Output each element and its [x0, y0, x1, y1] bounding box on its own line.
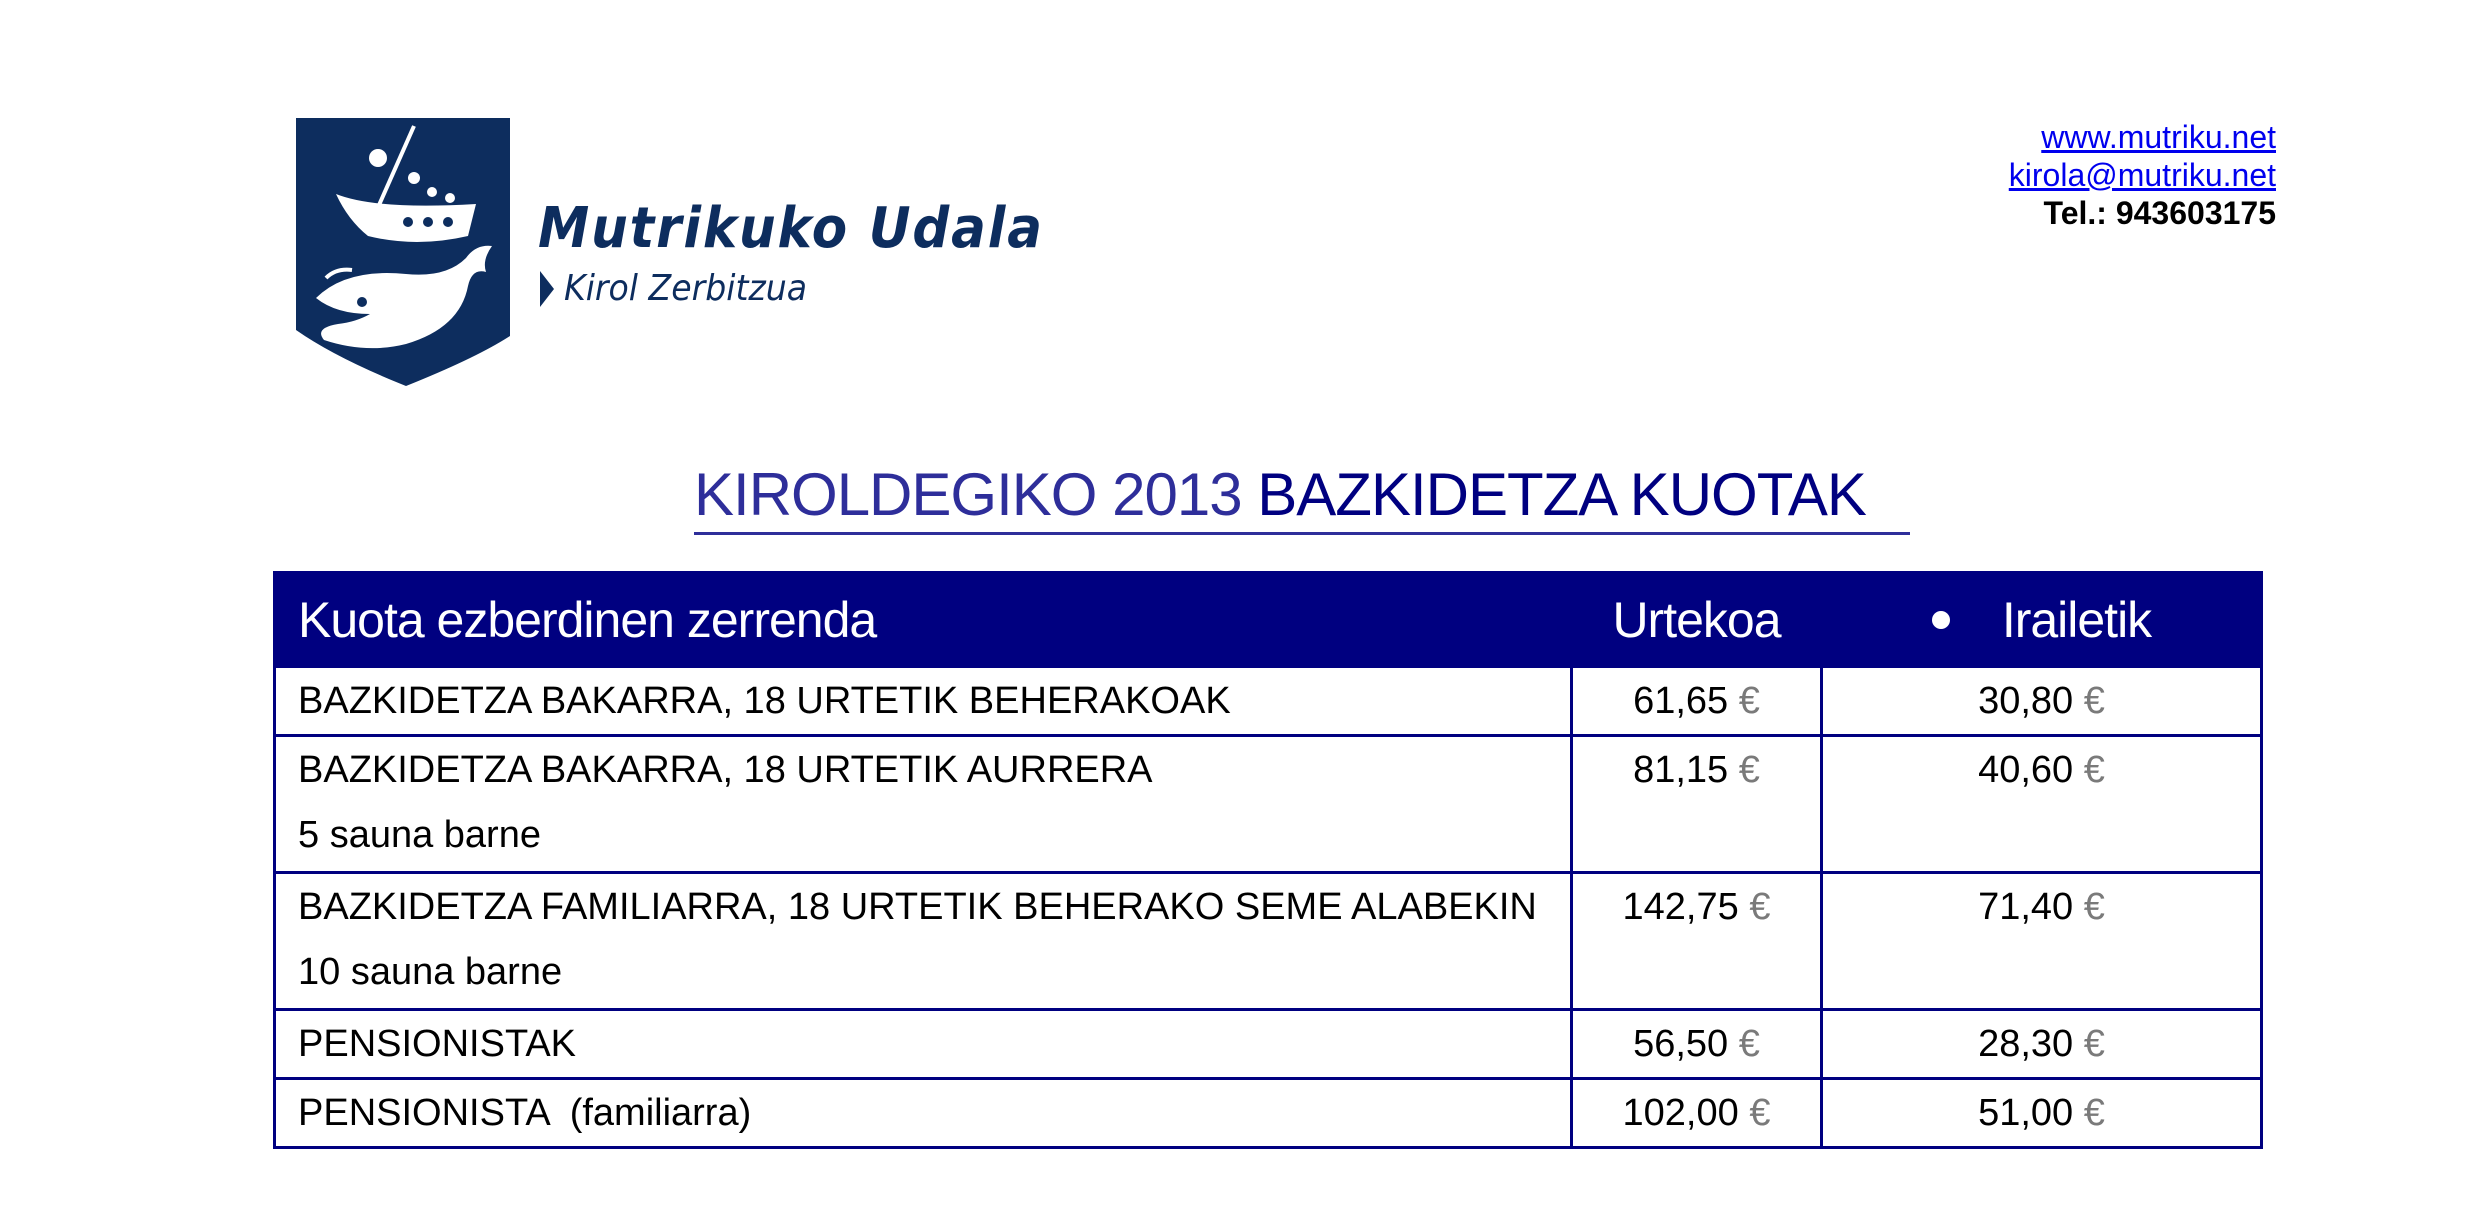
fee-note: 10 sauna barne	[298, 951, 563, 993]
page-title-part1: KIROLDEGIKO 2013	[694, 461, 1242, 528]
header-from-september	[1822, 573, 2262, 667]
annual-fee	[1572, 873, 1822, 1010]
annual-fee	[1572, 1079, 1822, 1148]
annual-fee-value: 61,65	[1633, 680, 1729, 722]
september-fee-value: 71,40	[1978, 886, 2074, 928]
euro-sign: €	[1749, 886, 1771, 928]
september-fee	[1822, 1010, 2262, 1079]
fee-name-cell	[275, 736, 1572, 873]
page-title-part2: BAZKIDETZA KUOTAK	[1257, 461, 1866, 528]
annual-fee	[1572, 1010, 1822, 1079]
annual-fee-value: 102,00	[1622, 1092, 1739, 1134]
euro-sign: €	[2083, 749, 2105, 791]
triangle-right-icon	[540, 271, 554, 307]
organization-name: Mutrikuko Udala	[538, 196, 1044, 261]
annual-fee-value: 81,15	[1633, 749, 1729, 791]
september-fee	[1822, 873, 2262, 1010]
euro-sign: €	[1738, 749, 1760, 791]
contact-block	[2009, 118, 2276, 232]
fee-name-cell	[275, 873, 1572, 1010]
september-fee	[1822, 1079, 2262, 1148]
header-fee-list: Kuota ezberdinen zerrenda	[275, 573, 1572, 667]
fee-name: PENSIONISTAK	[275, 1010, 1572, 1079]
euro-sign: €	[2083, 886, 2105, 928]
annual-fee-value: 56,50	[1633, 1023, 1729, 1065]
annual-fee	[1572, 736, 1822, 873]
september-fee-value: 40,60	[1978, 749, 2074, 791]
fee-note: 5 sauna barne	[298, 814, 541, 856]
header-annual: Urtekoa	[1572, 573, 1822, 667]
header-from-september-label: Irailetik	[2001, 591, 2152, 648]
organization-subtitle-text: Kirol Zerbitzua	[564, 268, 808, 309]
fee-name	[275, 1079, 1572, 1148]
table-row	[275, 873, 2262, 1010]
euro-sign: €	[2083, 1092, 2105, 1134]
september-fee-value: 51,00	[1978, 1092, 2074, 1134]
fees-table	[273, 571, 2263, 1149]
fee-name: BAZKIDETZA BAKARRA, 18 URTETIK BEHERAKOAK	[275, 667, 1572, 736]
organization-subtitle	[540, 268, 828, 309]
municipal-shield-logo	[296, 118, 516, 388]
fee-name: BAZKIDETZA BAKARRA, 18 URTETIK AURRERA	[298, 749, 1153, 791]
euro-sign: €	[2083, 680, 2105, 722]
fee-name: BAZKIDETZA FAMILIARRA, 18 URTETIK BEHERAKO SEME ALABEKIN	[298, 886, 1537, 928]
euro-sign: €	[1738, 1023, 1760, 1065]
table-row	[275, 1010, 2262, 1079]
september-fee	[1822, 667, 2262, 736]
september-fee-value: 30,80	[1978, 680, 2074, 722]
email-link[interactable]: kirola@mutriku.net	[2008, 157, 2276, 193]
table-row	[275, 667, 2262, 736]
website-link[interactable]: www.mutriku.net	[2041, 119, 2276, 155]
euro-sign: €	[2083, 1023, 2105, 1065]
september-fee-value: 28,30	[1978, 1023, 2074, 1065]
fee-name-text: PENSIONISTA (familiarra)	[298, 1092, 752, 1134]
table-header-row	[275, 573, 2262, 667]
euro-sign: €	[1738, 680, 1760, 722]
table-row	[275, 1079, 2262, 1148]
phone-number: Tel.: 943603175	[2043, 195, 2276, 231]
september-fee	[1822, 736, 2262, 873]
bullet-icon	[1932, 611, 1950, 629]
table-row	[275, 736, 2262, 873]
annual-fee	[1572, 667, 1822, 736]
euro-sign: €	[1749, 1092, 1771, 1134]
annual-fee-value: 142,75	[1622, 886, 1739, 928]
page-title	[694, 460, 1910, 535]
